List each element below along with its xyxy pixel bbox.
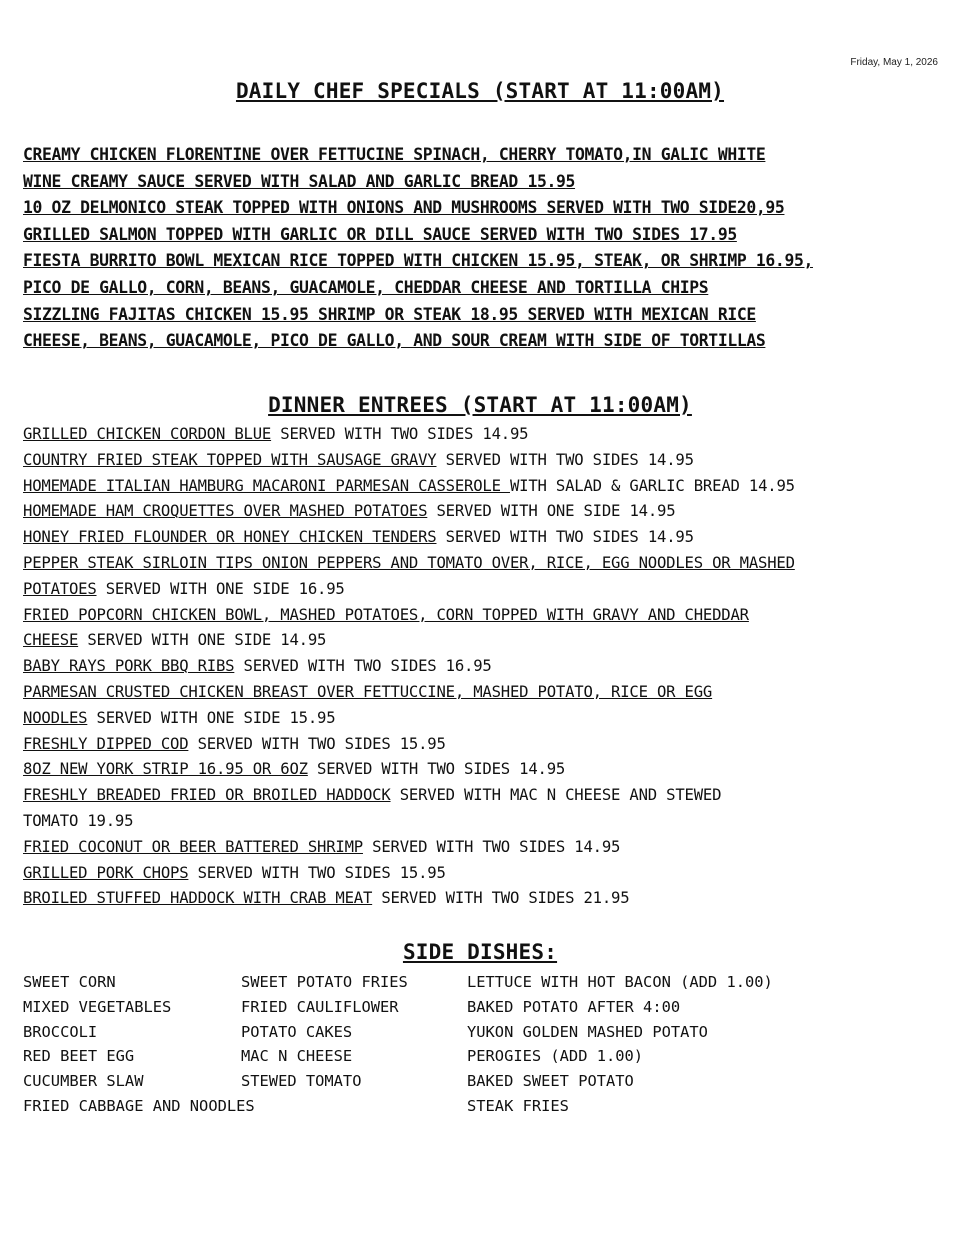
sides-heading: SIDE DISHES: (402, 940, 558, 964)
side-row (23, 1020, 943, 1045)
side-row (23, 995, 943, 1020)
entree-line (23, 732, 943, 758)
side-dish: CUCUMBER SLAW (23, 1072, 144, 1091)
entree-name: POTATOES (23, 579, 97, 598)
entree-line (23, 706, 943, 732)
side-dish: RED BEET EGG (23, 1047, 135, 1066)
entree-name: 8OZ NEW YORK STRIP 16.95 OR 6OZ (23, 760, 308, 779)
entree-detail: SERVED WITH ONE SIDE 15.95 (87, 708, 336, 727)
entree-name: COUNTRY FRIED STEAK TOPPED WITH SAUSAGE GRAVY (23, 450, 437, 469)
entree-line (23, 861, 943, 887)
entree-name: HOMEMADE HAM CROQUETTES OVER MASHED POTATOES (23, 502, 428, 521)
entree-detail: SERVED WITH TWO SIDES 14.95 (436, 450, 694, 469)
entree-detail: SERVED WITH TWO SIDES 15.95 (188, 863, 446, 882)
entree-line (23, 835, 943, 861)
entree-line (23, 422, 943, 448)
special-line: FIESTA BURRITO BOWL MEXICAN RICE TOPPED WITH CHICKEN 15.95, STEAK, OR SHRIMP 16.95, (23, 251, 813, 271)
specials-list (23, 142, 943, 355)
entree-detail: SERVED WITH TWO SIDES 14.95 (436, 528, 694, 547)
entree-line (23, 448, 943, 474)
entree-detail: SERVED WITH TWO SIDES 21.95 (372, 889, 630, 908)
menu-date: Friday, May 1, 2026 (850, 57, 938, 68)
special-line: WINE CREAMY SAUCE SERVED WITH SALAD AND GARLIC BREAD 15.95 (23, 171, 576, 191)
entree-name: BABY RAYS PORK BBQ RIBS (23, 657, 235, 676)
specials-heading: DAILY CHEF SPECIALS (START AT 11:00AM) (235, 79, 725, 103)
side-row (23, 1094, 943, 1119)
entree-name: FRIED POPCORN CHICKEN BOWL, MASHED POTATOES, CORN TOPPED WITH GRAVY AND CHEDDAR (23, 605, 749, 624)
special-line: GRILLED SALMON TOPPED WITH GARLIC OR DILL SAUCE SERVED WITH TWO SIDES 17.95 (23, 224, 737, 244)
entree-name: HOMEMADE ITALIAN HAMBURG MACARONI PARMESAN CASSEROLE (23, 476, 510, 495)
entree-detail: SERVED WITH ONE SIDE 14.95 (78, 631, 327, 650)
entree-name: FRESHLY DIPPED COD (23, 734, 189, 753)
entree-line (23, 757, 943, 783)
entree-name: CHEESE (23, 631, 79, 650)
entree-name: HONEY FRIED FLOUNDER OR HONEY CHICKEN TENDERS (23, 528, 437, 547)
entree-detail: SERVED WITH TWO SIDES 16.95 (234, 657, 492, 676)
side-dish: STEWED TOMATO (241, 1072, 362, 1091)
entree-detail: SERVED WITH TWO SIDES 14.95 (271, 425, 529, 443)
entree-line (23, 809, 943, 835)
entree-name: GRILLED PORK CHOPS (23, 863, 189, 882)
entree-line (23, 499, 943, 525)
side-dish: MAC N CHEESE (241, 1047, 353, 1066)
entree-name: PARMESAN CRUSTED CHICKEN BREAST OVER FETTUCCINE, MASHED POTATO, RICE OR EGG (23, 682, 713, 701)
entree-name: FRESHLY BREADED FRIED OR BROILED HADDOCK (23, 786, 391, 805)
entree-line (23, 525, 943, 551)
entree-line (23, 886, 943, 912)
side-dish: FRIED CAULIFLOWER (241, 997, 399, 1016)
entree-line (23, 680, 943, 706)
entree-line (23, 654, 943, 680)
entree-name: PEPPER STEAK SIRLOIN TIPS ONION PEPPERS AND TOMATO OVER, RICE, EGG NOODLES OR MASHED (23, 553, 795, 572)
special-line: SIZZLING FAJITAS CHICKEN 15.95 SHRIMP OR STEAK 18.95 SERVED WITH MEXICAN RICE (23, 304, 756, 324)
entree-detail: SERVED WITH ONE SIDE 16.95 (96, 579, 345, 598)
entree-detail: SERVED WITH TWO SIDES 14.95 (307, 760, 566, 779)
entree-line (23, 474, 943, 500)
side-dish: BAKED POTATO AFTER 4:00 (467, 997, 681, 1016)
special-line: CREAMY CHICKEN FLORENTINE OVER FETTUCINE SPINACH, CHERRY TOMATO,IN GALIC WHITE (23, 145, 766, 164)
side-dish: MIXED VEGETABLES (23, 997, 172, 1016)
entree-detail: TOMATO 19.95 (23, 811, 134, 830)
sides-grid (23, 970, 943, 1119)
entree-line (23, 551, 943, 577)
side-dish: FRIED CABBAGE AND NOODLES (23, 1096, 255, 1115)
entree-detail: SERVED WITH TWO SIDES 15.95 (188, 734, 446, 753)
special-line: 10 OZ DELMONICO STEAK TOPPED WITH ONIONS AND MUSHROOMS SERVED WITH TWO SIDE20,95 (23, 198, 785, 218)
side-dish: POTATO CAKES (241, 1022, 353, 1041)
entree-line (23, 577, 943, 603)
entree-name: NOODLES (23, 708, 88, 727)
side-dish: PEROGIES (ADD 1.00) (467, 1047, 644, 1066)
entree-detail: SERVED WITH MAC N CHEESE AND STEWED (390, 786, 722, 805)
entree-detail: SERVED WITH ONE SIDE 14.95 (427, 502, 676, 521)
side-dish: YUKON GOLDEN MASHED POTATO (467, 1022, 708, 1041)
side-dish: BROCCOLI (23, 1022, 98, 1041)
side-dish: BAKED SWEET POTATO (467, 1072, 634, 1091)
side-dish: STEAK FRIES (467, 1096, 569, 1115)
entrees-heading: DINNER ENTREES (START AT 11:00AM) (268, 393, 692, 417)
side-dish: SWEET POTATO FRIES (241, 973, 408, 991)
side-dish: LETTUCE WITH HOT BACON (ADD 1.00) (467, 973, 773, 991)
entree-name: BROILED STUFFED HADDOCK WITH CRAB MEAT (23, 889, 373, 908)
entree-line (23, 783, 943, 809)
special-line: CHEESE, BEANS, GUACAMOLE, PICO DE GALLO, AND SOUR CREAM WITH SIDE OF TORTILLAS (23, 331, 766, 351)
entree-name: FRIED COCONUT OR BEER BATTERED SHRIMP (23, 837, 363, 856)
entree-detail: SERVED WITH TWO SIDES 14.95 (362, 837, 621, 856)
entree-line (23, 628, 943, 654)
side-row (23, 1069, 943, 1094)
entree-detail: WITH SALAD & GARLIC BREAD 14.95 (509, 476, 795, 495)
side-row (23, 970, 943, 995)
side-dish: SWEET CORN (23, 973, 116, 991)
entrees-list (23, 422, 943, 912)
special-line: PICO DE GALLO, CORN, BEANS, GUACAMOLE, CHEDDAR CHEESE AND TORTILLA CHIPS (23, 277, 709, 297)
side-row (23, 1044, 943, 1069)
entree-name: GRILLED CHICKEN CORDON BLUE (23, 425, 272, 443)
entree-line (23, 603, 943, 629)
